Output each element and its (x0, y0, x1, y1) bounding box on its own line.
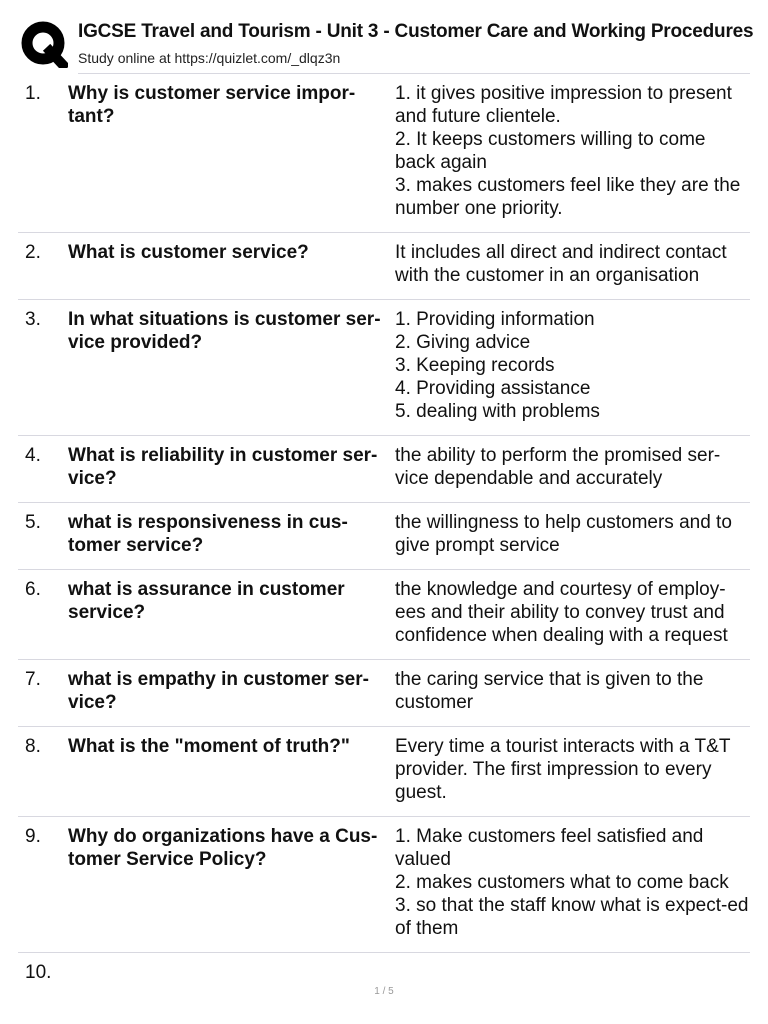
card-term: In what situations is customer ser-vice provided? (68, 309, 381, 353)
card-number: 6. (25, 579, 41, 600)
card-number: 3. (25, 309, 41, 330)
card-definition: It includes all direct and indirect contact with the customer in an organisation (395, 242, 727, 286)
flashcard-row (18, 436, 750, 503)
flashcard-row (18, 660, 750, 727)
page-header (0, 0, 768, 72)
card-term: what is responsiveness in cus-tomer service? (68, 512, 348, 556)
card-definition: 1. Providing information 2. Giving advice 3. Keeping records 4. Providing assistance 5. dealing with problems (395, 309, 600, 422)
flashcard-row (18, 570, 750, 660)
card-definition: 1. Make customers feel satisfied and valued 2. makes customers what to come back 3. so that the staff know what is expect-ed of them (395, 826, 749, 939)
card-term: Why do organizations have a Cus-tomer Service Policy? (68, 826, 378, 870)
card-number: 9. (25, 826, 41, 847)
card-definition (395, 961, 750, 984)
flashcard-list (18, 74, 750, 996)
quizlet-logo-icon (20, 20, 68, 68)
card-number: 4. (25, 445, 41, 466)
card-definition: Every time a tourist interacts with a T&T provider. The first impression to every guest. (395, 736, 731, 803)
card-number: 1. (25, 83, 41, 104)
card-term: what is empathy in customer ser-vice? (68, 669, 369, 713)
document-title: IGCSE Travel and Tourism - Unit 3 - Customer Care and Working Procedures (78, 21, 754, 42)
card-number: 7. (25, 669, 41, 690)
card-term: What is customer service? (68, 242, 309, 263)
card-term: what is assurance in customer service? (68, 579, 345, 623)
page-number: 1 / 5 (374, 986, 394, 997)
study-online-link[interactable]: Study online at https://quizlet.com/_dlqz3n (78, 50, 341, 66)
card-number: 10. (25, 962, 52, 983)
card-number: 2. (25, 242, 41, 263)
flashcard-row (18, 727, 750, 817)
card-term: What is the "moment of truth?" (68, 736, 350, 757)
card-definition: the ability to perform the promised ser-vice dependable and accurately (395, 445, 721, 489)
card-term: Why is customer service impor-tant? (68, 83, 356, 127)
flashcard-row (18, 300, 750, 436)
card-definition: 1. it gives positive impression to present and future clientele. 2. It keeps customers willing to come back again 3. makes customers feel like they are the number one priority. (395, 83, 741, 219)
card-term: What is reliability in customer ser-vice? (68, 445, 378, 489)
flashcard-row (18, 817, 750, 953)
card-term (68, 961, 395, 984)
flashcard-row (18, 233, 750, 300)
flashcard-row (18, 74, 750, 233)
flashcard-row (18, 503, 750, 570)
card-definition: the willingness to help customers and to give prompt service (395, 512, 732, 556)
card-definition: the knowledge and courtesy of employ-ees and their ability to convey trust and confidence when dealing with a request (395, 579, 728, 646)
card-number: 5. (25, 512, 41, 533)
card-number: 8. (25, 736, 41, 757)
card-definition: the caring service that is given to the customer (395, 669, 704, 713)
